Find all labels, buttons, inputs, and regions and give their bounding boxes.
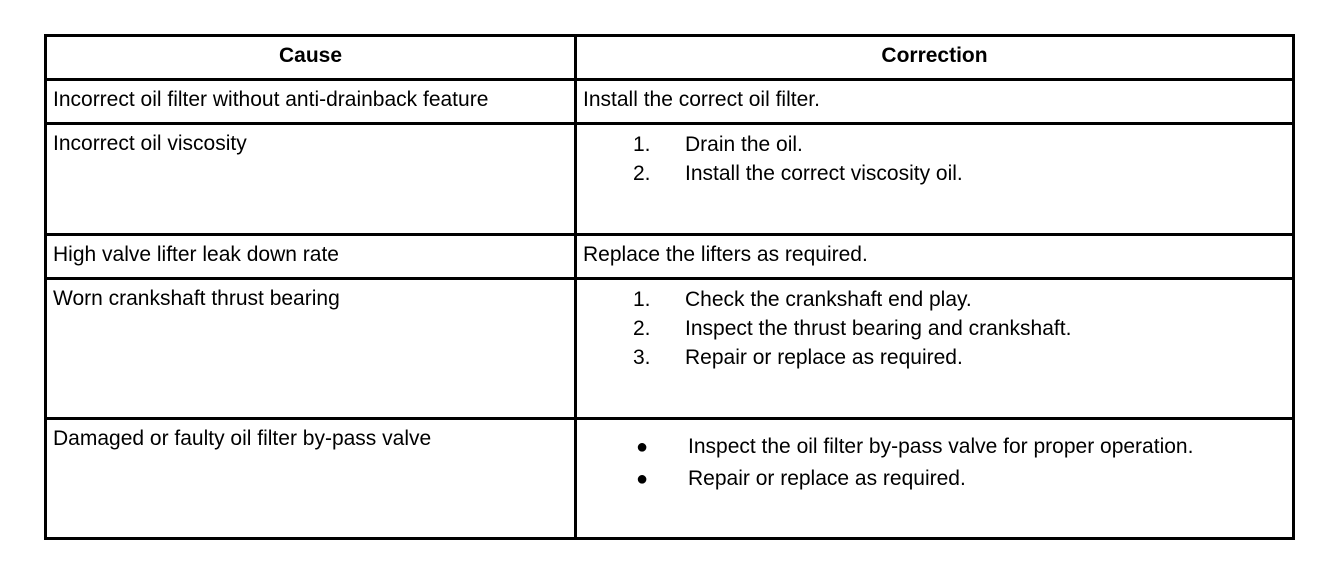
correction-text: Replace the lifters as required.	[583, 243, 868, 266]
list-item	[583, 431, 1287, 463]
cause-text: Damaged or faulty oil filter by-pass valve	[53, 427, 432, 450]
cause-text: Incorrect oil viscosity	[53, 132, 247, 155]
list-item	[583, 463, 1287, 495]
list-item	[583, 343, 1287, 372]
table-row	[46, 419, 1294, 539]
table-row	[46, 124, 1294, 235]
header-correction: Correction	[576, 36, 1294, 80]
table-row	[46, 235, 1294, 279]
table-row	[46, 80, 1294, 124]
correction-cell	[576, 124, 1294, 235]
list-item	[583, 314, 1287, 343]
cause-cell	[46, 80, 576, 124]
step-number: 1.	[633, 133, 651, 156]
list-item	[583, 285, 1287, 314]
header-cause: Cause	[46, 36, 576, 80]
correction-cell	[576, 279, 1294, 419]
correction-cell	[576, 80, 1294, 124]
correction-text: Install the correct oil filter.	[583, 88, 820, 111]
cause-cell	[46, 124, 576, 235]
correction-steps	[583, 285, 1287, 372]
correction-cell	[576, 235, 1294, 279]
cause-text: Worn crankshaft thrust bearing	[53, 287, 340, 310]
step-text: Check the crankshaft end play.	[685, 288, 972, 311]
bullet-text: Repair or replace as required.	[688, 467, 966, 490]
cause-cell	[46, 235, 576, 279]
table-header-row	[46, 36, 1294, 80]
step-text: Drain the oil.	[685, 133, 803, 156]
bullet-text: Inspect the oil filter by-pass valve for proper operation.	[688, 435, 1194, 458]
step-text: Repair or replace as required.	[685, 346, 963, 369]
cause-text: Incorrect oil filter without anti-drainback feature	[53, 88, 489, 111]
correction-steps	[583, 130, 1287, 188]
bullet-icon: ●	[636, 436, 649, 458]
bullet-icon: ●	[636, 468, 649, 490]
step-number: 2.	[633, 162, 651, 185]
table-row	[46, 279, 1294, 419]
list-item	[583, 159, 1287, 188]
diagnosis-table	[44, 34, 1295, 540]
cause-text: High valve lifter leak down rate	[53, 243, 339, 266]
step-text: Install the correct viscosity oil.	[685, 162, 963, 185]
correction-cell	[576, 419, 1294, 539]
cause-cell	[46, 279, 576, 419]
step-number: 3.	[633, 346, 651, 369]
step-number: 1.	[633, 288, 651, 311]
step-text: Inspect the thrust bearing and crankshaft.	[685, 317, 1072, 340]
step-number: 2.	[633, 317, 651, 340]
list-item	[583, 130, 1287, 159]
correction-bullets	[583, 431, 1287, 495]
cause-cell	[46, 419, 576, 539]
